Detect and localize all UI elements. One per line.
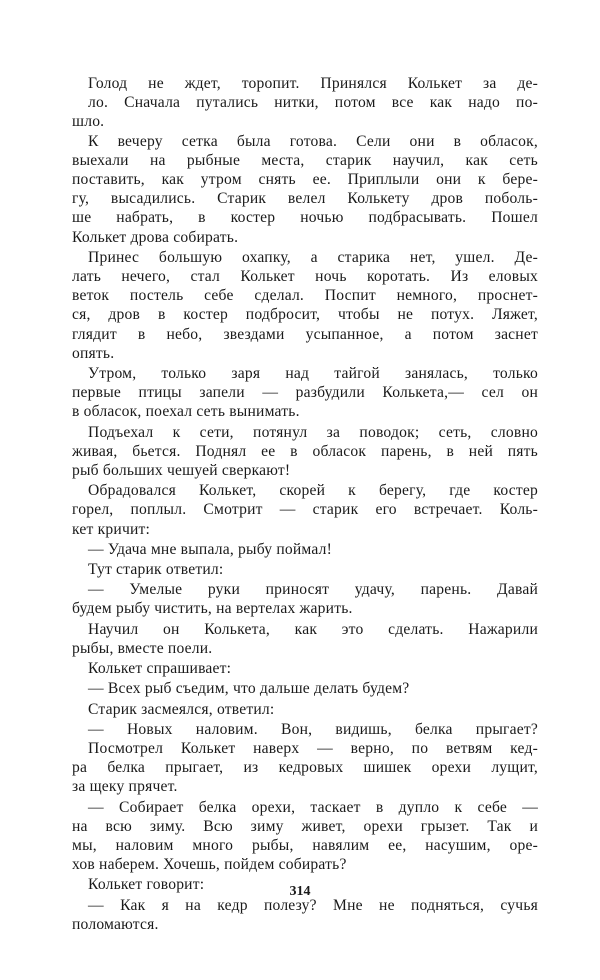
text-line: в обласок, поехал сеть вынимать.	[72, 403, 300, 421]
text-line: Колькет дрова собирать.	[72, 228, 239, 246]
text-line: мы, наловим много рыбы, навялим ее, насушим, оре-	[72, 836, 538, 854]
text-line: хов наберем. Хочешь, пойдем собирать?	[72, 856, 347, 874]
text-line: живая, бьется. Поднял ее в обласок парень, в ней пять	[72, 442, 538, 460]
text-line: Старик засмеялся, ответил:	[88, 700, 275, 718]
text-line: первые птицы запели — разбудили Колькета,— сел он	[72, 384, 538, 402]
text-line: рыб больших чешуей сверкают!	[72, 462, 291, 480]
text-line: шло.	[72, 113, 105, 131]
text-line: — Собирает белка орехи, таскает в дупло к себе —	[88, 798, 538, 816]
text-line: опять.	[72, 344, 115, 362]
text-line: Обрадовался Колькет, скорей к берегу, где костер	[88, 482, 538, 500]
text-line: рыбы, вместе поели.	[72, 639, 213, 657]
text-line: Утром, только заря над тайгой занялась, только	[88, 365, 538, 383]
text-line: Посмотрел Колькет наверх — верно, по ветвям кед-	[88, 739, 538, 757]
text-line: горел, поплыл. Смотрит — старик его встречает. Коль-	[72, 501, 538, 519]
story-text	[72, 74, 538, 934]
text-line: Научил он Колькета, как это сделать. Нажарили	[88, 620, 538, 638]
page-number: 314	[289, 884, 311, 899]
text-line: за щеку прячет.	[72, 778, 178, 796]
text-line: лать нечего, стал Колькет ночь коротать. Из еловых	[72, 268, 538, 286]
text-line: веток постель себе сделал. Поспит немного, проснет-	[72, 287, 538, 305]
text-line: поломаются.	[72, 915, 159, 933]
text-line: ра белка прыгает, из кедровых шишек орехи лущит,	[72, 759, 538, 777]
text-line: кет кричит:	[72, 520, 151, 538]
text-line: Принес большую охапку, а старика нет, ушел. Де-	[88, 248, 538, 266]
text-line: К вечеру сетка была готова. Сели они в обласок,	[88, 132, 538, 150]
text-line: Подъехал к сети, потянул за поводок; сеть, словно	[88, 423, 538, 441]
text-line: на всю зиму. Всю зиму живет, орехи грызет. Так и	[72, 817, 538, 835]
text-line: — Новых наловим. Вон, видишь, белка прыгает?	[88, 720, 538, 738]
text-line: Колькет спрашивает:	[88, 660, 232, 678]
text-line: гу, высадились. Старик велел Колькету дров поболь-	[72, 190, 538, 208]
text-line: Голод не ждет, торопит. Принялся Колькет за де-	[88, 75, 538, 92]
text-line: ся, дров в костер подбросит, чтобы не потух. Ляжет,	[72, 306, 538, 324]
text-line: выехали на рыбные места, старик научил, как сеть	[72, 151, 538, 169]
text-line: — Всех рыб съедим, что дальше делать будем?	[88, 680, 410, 698]
text-line: ло. Сначала путались нитки, потом все как надо по-	[88, 94, 538, 112]
text-line: ше набрать, в костер ночью подбрасывать. Пошел	[72, 209, 538, 227]
text-line: Колькет говорит:	[88, 876, 205, 894]
text-line: поставить, как утром снять ее. Приплыли они к бере-	[72, 171, 538, 189]
text-line: — Удача мне выпала, рыбу поймал!	[88, 540, 333, 558]
text-line: Тут старик ответил:	[88, 561, 224, 579]
text-line: глядит в небо, звездами усыпанное, а потом заснет	[72, 325, 538, 343]
text-line: — Умелые руки приносят удачу, парень. Давай	[88, 581, 538, 599]
text-line: будем рыбу чистить, на вертелах жарить.	[72, 600, 353, 618]
text-line: — Как я на кедр полезу? Мне не подняться, сучья	[88, 896, 538, 914]
